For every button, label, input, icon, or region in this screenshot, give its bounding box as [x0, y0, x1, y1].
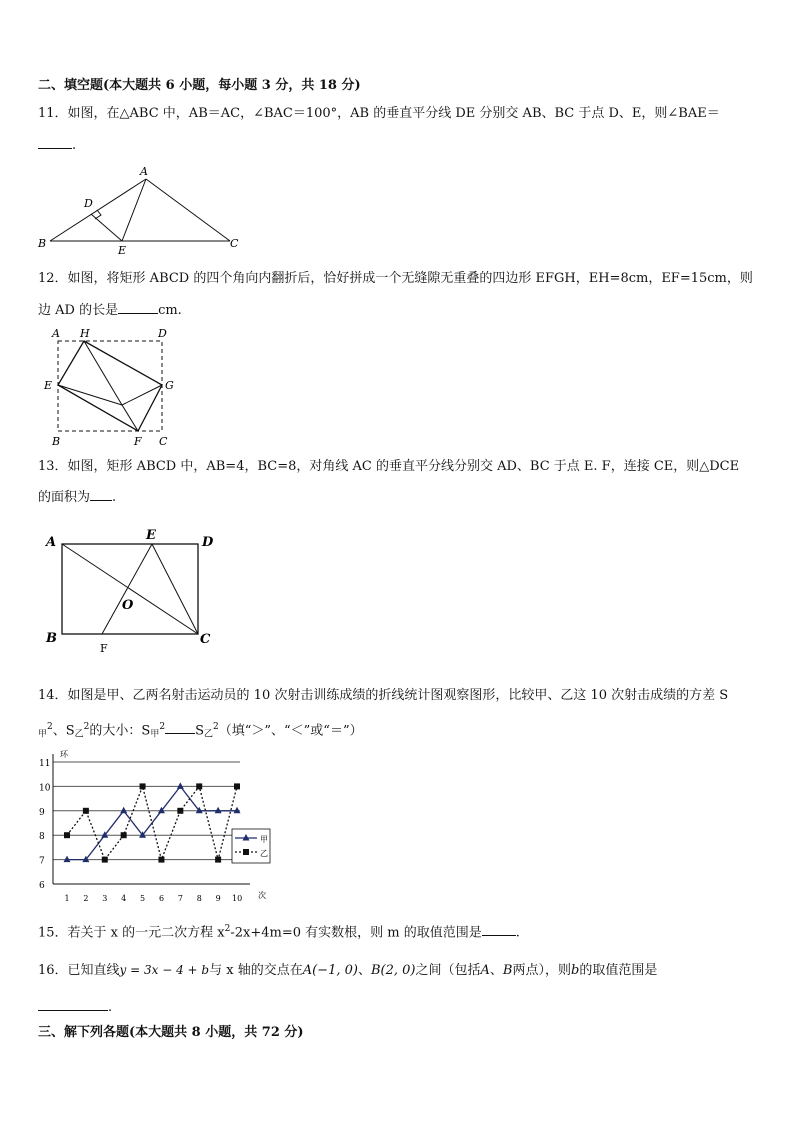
x-tick-label-7: 7	[177, 894, 183, 903]
q13-segment-ef	[102, 544, 152, 634]
series-1-point-9	[215, 857, 221, 863]
q13-text: 13．如图，矩形 ABCD 中，AB=4，BC=8，对角线 AC 的垂直平分线分别交 AD、BC 于点 E. F，连接 CE，则△DCE	[38, 459, 740, 474]
q11-answer-line	[38, 136, 76, 155]
series-1-point-2	[83, 808, 89, 814]
q11-text: 11．如图，在△ABC 中，AB＝AC，∠BAC＝100°，AB 的垂直平分线 DE 分别交 AB、BC 于点 D、E，则∠BAE＝	[38, 106, 720, 121]
q12-text: 12．如图，将矩形 ABCD 的四个角向内翻折后，恰好拼成一个无缝隙无重叠的四边形 EFGH，EH=8cm，EF=15cm，则	[38, 271, 753, 286]
q14-text: 14．如图是甲、乙两名射击运动员的 10 次射击训练成绩的折线统计图观察图形，比较甲、乙这 10 次射击成绩的方差 S	[38, 688, 729, 703]
q13-label-e: E	[146, 528, 156, 543]
q13-label-d: D	[202, 535, 214, 550]
x-tick-label-8: 8	[196, 894, 202, 903]
q15-mid: -2x+4m=0 有实数根，则 m 的取值范围是	[230, 925, 482, 941]
q16-point-a: A(−1, 0)	[302, 963, 358, 978]
q12-head: 边 AD 的长是	[38, 303, 119, 318]
q11-segment-ae	[122, 179, 146, 241]
x-tick-label-6: 6	[158, 894, 165, 903]
q15-text	[38, 920, 520, 942]
series-1-point-4	[121, 832, 127, 838]
q14-sup-1: 2	[47, 722, 53, 732]
q15-blank[interactable]	[482, 923, 516, 936]
q16-answer-line	[38, 998, 112, 1017]
q14-sub-jia-2: 甲	[150, 729, 160, 740]
q16-line2-tail: .	[108, 1000, 113, 1015]
series-0-point-1	[64, 856, 71, 863]
q12-label-g: G	[165, 379, 174, 392]
q11-side-ab	[50, 179, 146, 241]
q13-label-c: C	[200, 632, 211, 647]
legend-marker-1	[243, 849, 249, 855]
series-1-point-10	[234, 783, 240, 789]
q11-label-c: C	[230, 237, 239, 250]
q12-label-c: C	[159, 435, 168, 448]
y-axis-label: 环	[60, 750, 68, 759]
x-tick-label-1: 1	[64, 894, 70, 903]
series-1-point-3	[102, 857, 108, 863]
q12-label-e: E	[44, 379, 53, 392]
series-1-point-6	[158, 857, 164, 863]
q15-tail: .	[515, 925, 520, 941]
q12-blank[interactable]	[118, 301, 158, 314]
q12-figure	[38, 323, 188, 449]
x-axis-label: 次	[258, 891, 266, 900]
series-0-point-4	[120, 807, 127, 814]
q14-sup-3: 2	[159, 722, 166, 732]
q14-sub-jia: 甲	[38, 729, 48, 740]
q16-mid3: 两点），则	[512, 963, 571, 978]
q13-label-o: O	[122, 598, 134, 613]
q16-sep2: 、	[489, 963, 503, 978]
q14-s-yi: 、S	[52, 723, 75, 739]
q16-b: B	[502, 963, 513, 978]
q15-head: 15．若关于 x 的一元二次方程 x	[38, 925, 225, 941]
series-1-point-5	[140, 783, 146, 789]
q14-sub-yi: 乙	[74, 729, 84, 740]
q16-bvar: b	[570, 963, 580, 978]
x-tick-label-2: 2	[83, 894, 89, 903]
q13-label-f: F	[100, 642, 108, 655]
q11-side-ac	[146, 179, 230, 241]
q14-blank[interactable]	[165, 721, 195, 734]
q13-label-b: B	[46, 631, 57, 646]
q12-label-d: D	[158, 327, 167, 340]
q11-tail: .	[72, 138, 77, 153]
series-1-point-8	[196, 783, 202, 789]
q15-sup: 2	[224, 924, 231, 934]
q11-figure	[34, 163, 254, 255]
chart-legend	[232, 829, 270, 863]
y-tick-label-6: 6	[39, 881, 45, 891]
q14-fill-hint: （填“＞”、“＜”或“＝”）	[218, 723, 363, 739]
q16-a: A	[480, 963, 490, 978]
q14-sup-2: 2	[83, 722, 90, 732]
q12-rectangle-abcd	[58, 341, 162, 431]
q13-blank[interactable]	[90, 488, 112, 501]
q13-head: 的面积为	[38, 490, 91, 505]
q11-label-e: E	[118, 244, 127, 255]
q11-blank[interactable]	[38, 136, 72, 149]
series-0-point-7	[177, 782, 184, 789]
q16-equation: y = 3x − 4 + b	[119, 963, 210, 977]
q12-label-f: F	[134, 435, 142, 448]
q12-label-h: H	[80, 327, 90, 340]
chart-series	[64, 782, 241, 862]
q11-label-d: D	[84, 197, 93, 210]
q14-sub-yi-2: 乙	[203, 729, 213, 740]
q16-mid2: 之间（包括	[415, 963, 481, 978]
q14-compare-text: 的大小：S	[89, 723, 151, 739]
series-1-point-1	[64, 832, 70, 838]
series-1-point-7	[177, 808, 183, 814]
q16-point-b: B(2, 0)	[370, 963, 416, 978]
legend-label-1: 乙	[260, 849, 268, 858]
q14-s-yi-2: S	[195, 723, 204, 739]
q13-label-a: A	[46, 535, 57, 550]
x-tick-label-9: 9	[215, 894, 221, 903]
section-2-title: 二、填空题(本大题共 6 小题，每小题 3 分，共 18 分)	[38, 78, 361, 93]
q16-tail: 的取值范围是	[579, 963, 658, 978]
q12-label-a: A	[52, 327, 60, 340]
q12-answer-line	[38, 301, 182, 320]
q13-diagonal-ac	[62, 544, 198, 634]
x-tick-label-10: 10	[232, 894, 243, 903]
q13-figure	[40, 522, 230, 658]
q12-quad-efgh	[58, 341, 162, 431]
q11-label-a: A	[140, 165, 148, 178]
legend-label-0: 甲	[260, 835, 268, 844]
y-tick-label-8: 8	[39, 832, 45, 843]
y-tick-label-10: 10	[39, 783, 51, 794]
q16-text	[38, 961, 657, 980]
q16-head: 16．已知直线	[38, 963, 120, 978]
section-3-title: 三、解下列各题(本大题共 8 小题，共 72 分)	[38, 1025, 304, 1040]
chart-axes	[39, 750, 266, 903]
q11-label-b: B	[38, 237, 47, 250]
q12-fold-g	[122, 385, 162, 405]
q13-answer-line	[38, 488, 116, 507]
q12-label-b: B	[52, 435, 61, 448]
series-0-point-9	[215, 807, 222, 814]
y-tick-label-7: 7	[39, 856, 45, 867]
q16-sep: 、	[357, 963, 371, 978]
x-tick-label-4: 4	[121, 894, 127, 903]
q13-segment-ce	[152, 544, 198, 634]
q14-line-chart	[36, 746, 276, 904]
q16-mid1: 与 x 轴的交点在	[209, 963, 303, 978]
x-tick-label-5: 5	[140, 894, 146, 903]
series-line-1	[67, 786, 237, 859]
y-tick-label-9: 9	[39, 807, 45, 818]
q12-tail: cm.	[158, 303, 182, 318]
q13-tail: .	[112, 490, 117, 505]
x-tick-label-3: 3	[102, 894, 108, 903]
q14-sup-4: 2	[212, 722, 219, 732]
q16-blank[interactable]	[38, 998, 108, 1011]
q14-line2	[38, 718, 363, 743]
y-tick-label-11: 11	[39, 759, 51, 769]
series-0-point-10	[234, 807, 241, 814]
